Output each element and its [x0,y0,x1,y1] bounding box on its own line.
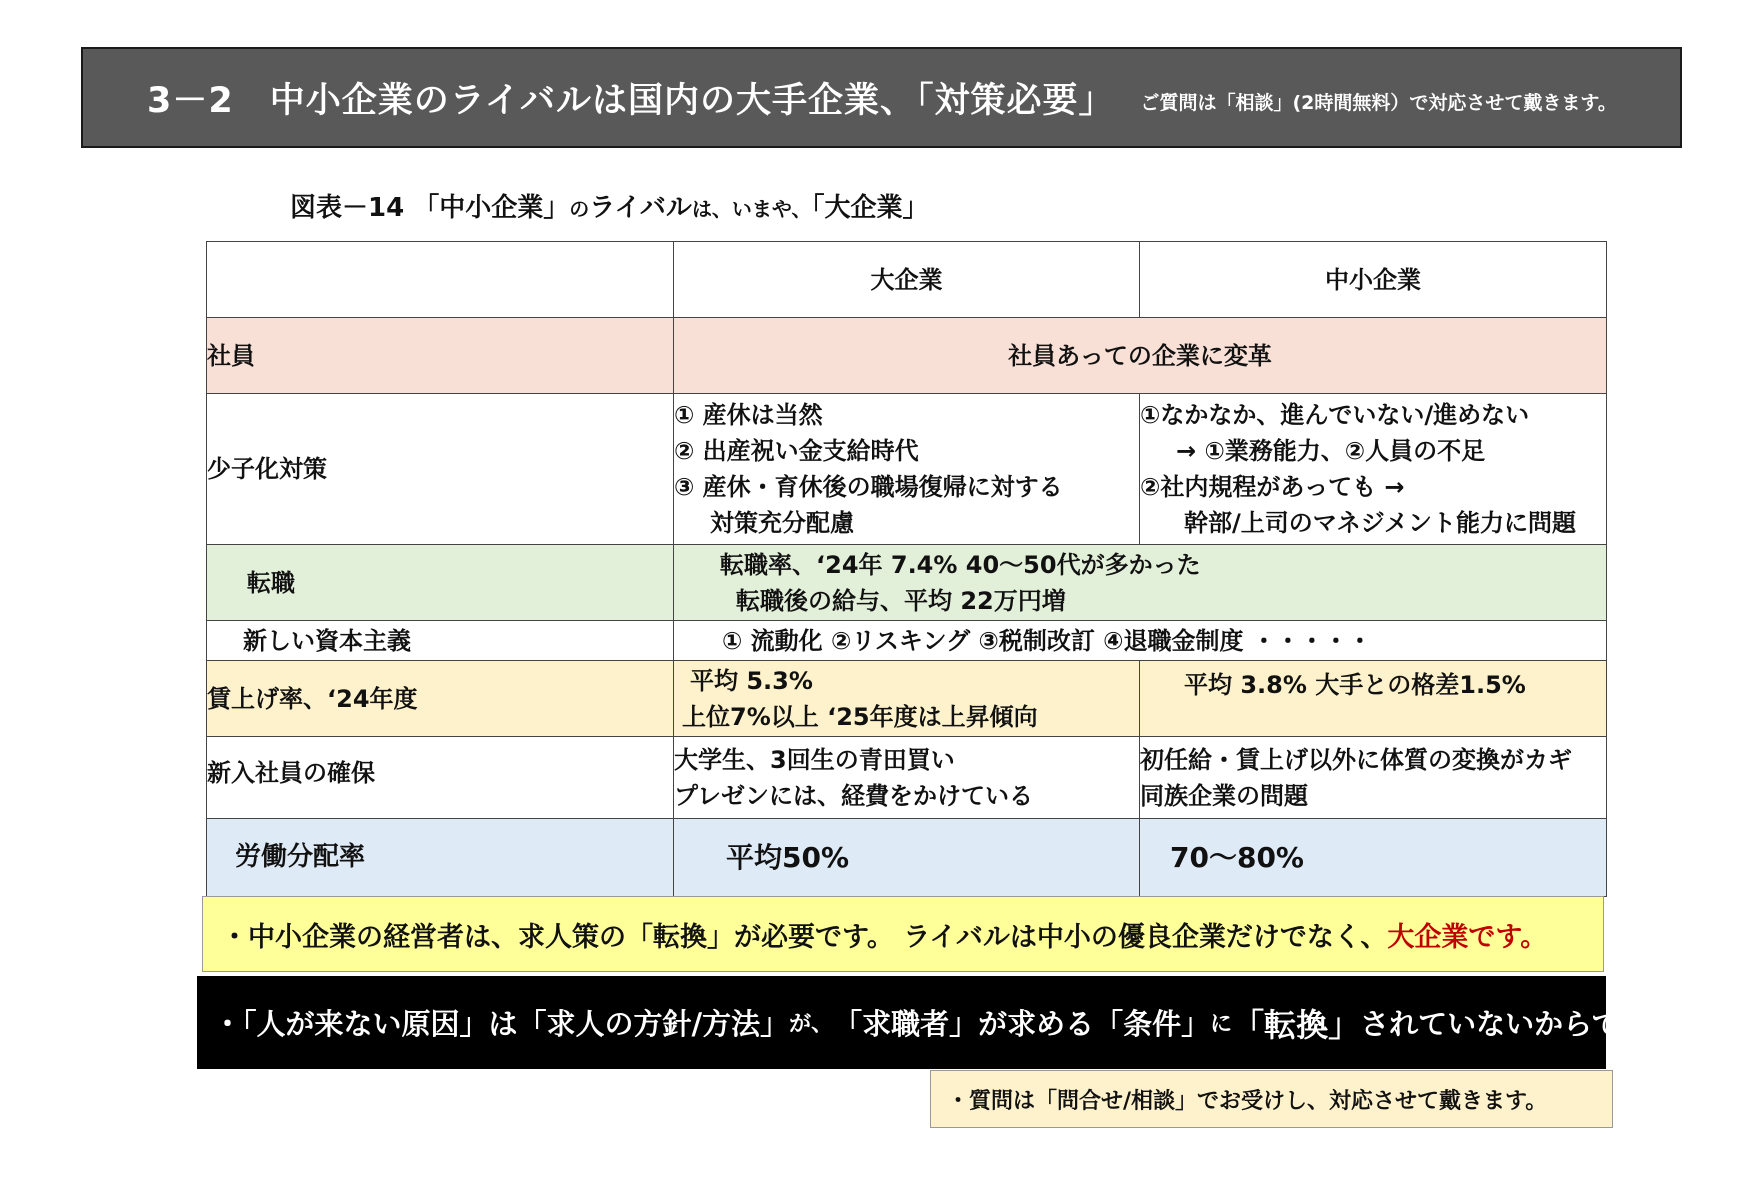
advice-text: ・中小企業の経営者は、求人策の「転換」が必要です。 ライバルは中小の優良企業だけでなく、 [221,921,1388,953]
labor-share-large: 平均50% [674,819,1140,897]
job-change-merged-cell [674,545,1607,621]
caption-part-4: は、いまや、 [691,197,812,221]
caption-part-5: 「大企業」 [811,193,929,223]
table-header-row [207,242,1607,318]
job-change-line: 転職後の給与、平均 22万円増 [736,586,1066,615]
consultation-note: ご質問は「相談」(2時間無料）で対応させて戴きます。 [1140,92,1617,114]
table-row-new-hires [207,737,1607,819]
conclusion-callout-black [197,976,1679,1069]
staff-merged-cell: 社員あっての企業に変革 [674,318,1607,394]
job-change-line: 転職率、‘24年 7.4% 40～50代が多かった [720,550,1201,579]
birthrate-large-line: ③ 産休・育休後の職場復帰に対する [674,473,1063,501]
birthrate-large-line: ① 産休は当然 [674,401,823,429]
table-row-birthrate [207,394,1607,545]
new-hires-small-line: 初任給・賃上げ以外に体質の変換がカギ [1140,745,1572,774]
row-label-staff: 社員 [207,318,674,394]
conclusion-part-1: ・「人が来ない原因」は「求人の方針/方法」 [213,1007,790,1041]
header-large-company: 大企業 [674,242,1140,318]
table-row-new-capitalism [207,621,1607,661]
wage-large-line: 平均 5.3% [690,666,813,695]
birthrate-small-line: ②社内規程があっても → [1140,473,1405,501]
page-title: 3－2 中小企業のライバルは国内の大手企業、「対策必要」 [147,80,1115,121]
wage-large-cell [674,661,1140,737]
comparison-table [206,241,1607,897]
birthrate-small-line: 幹部/上司のマネジメント能力に問題 [1184,509,1577,537]
advice-callout-yellow [202,896,1604,972]
row-label-job-change: 転職 [207,545,674,621]
inquiry-text: ・質問は「問合せ/相談」でお受けし、対応させて戴きます。 [947,1088,1548,1114]
caption-part-3: ライバル [589,193,692,223]
conclusion-part-2: が、 [789,1012,834,1037]
birthrate-large-cell [674,394,1140,545]
row-label-new-hires: 新入社員の確保 [207,737,674,819]
conclusion-part-4: に [1210,1012,1233,1037]
birthrate-small-cell [1140,394,1607,545]
birthrate-small-line: ①なかなか、進んでいない/進めない [1140,401,1530,429]
wage-small-cell [1140,661,1607,737]
row-label-birthrate: 少子化対策 [207,394,674,545]
birthrate-large-line: ② 出産祝い金支給時代 [674,437,919,465]
table-row-job-change [207,545,1607,621]
new-hires-large-cell [674,737,1140,819]
new-hires-large-line: 大学生、3回生の青田買い [674,745,955,774]
title-banner [81,47,1682,148]
inquiry-note [930,1070,1613,1128]
wage-large-line: 上位7%以上 ‘25年度は上昇傾向 [682,702,1038,731]
header-empty-cell [207,242,674,318]
table-row-wage-increase [207,661,1607,737]
conclusion-part-6: されていないからです！ [1360,1007,1679,1041]
caption-part-2: の [569,197,590,221]
birthrate-small-line: → ①業務能力、②人員の不足 [1176,437,1486,465]
row-label-wage-increase: 賃上げ率、‘24年度 [207,661,674,737]
new-hires-large-line: プレゼンには、経費をかけている [674,781,1034,810]
row-label-new-capitalism: 新しい資本主義 [207,621,674,661]
conclusion-part-5: 「転換」 [1232,1005,1361,1044]
table-row-labor-share [207,819,1607,897]
advice-highlight: 大企業です。 [1387,921,1548,953]
new-capitalism-value: ① 流動化 ②リスキング ③税制改訂 ④退職金制度 ・・・・・ [722,626,1372,655]
birthrate-large-line: 対策充分配慮 [710,509,854,537]
figure-caption [290,187,929,224]
new-hires-small-line: 同族企業の問題 [1140,781,1308,810]
new-capitalism-cell [674,621,1607,661]
row-label-labor-share: 労働分配率 [207,819,674,897]
conclusion-part-3: 「求職者」が求める「条件」 [833,1007,1211,1041]
wage-small-line: 平均 3.8% 大手との格差1.5% [1184,671,1526,699]
header-small-company: 中小企業 [1140,242,1607,318]
table-row-staff [207,318,1607,394]
new-hires-small-cell [1140,737,1607,819]
caption-part-1: 図表－14 「中小企業」 [290,193,570,223]
labor-share-small: 70～80% [1140,819,1607,897]
